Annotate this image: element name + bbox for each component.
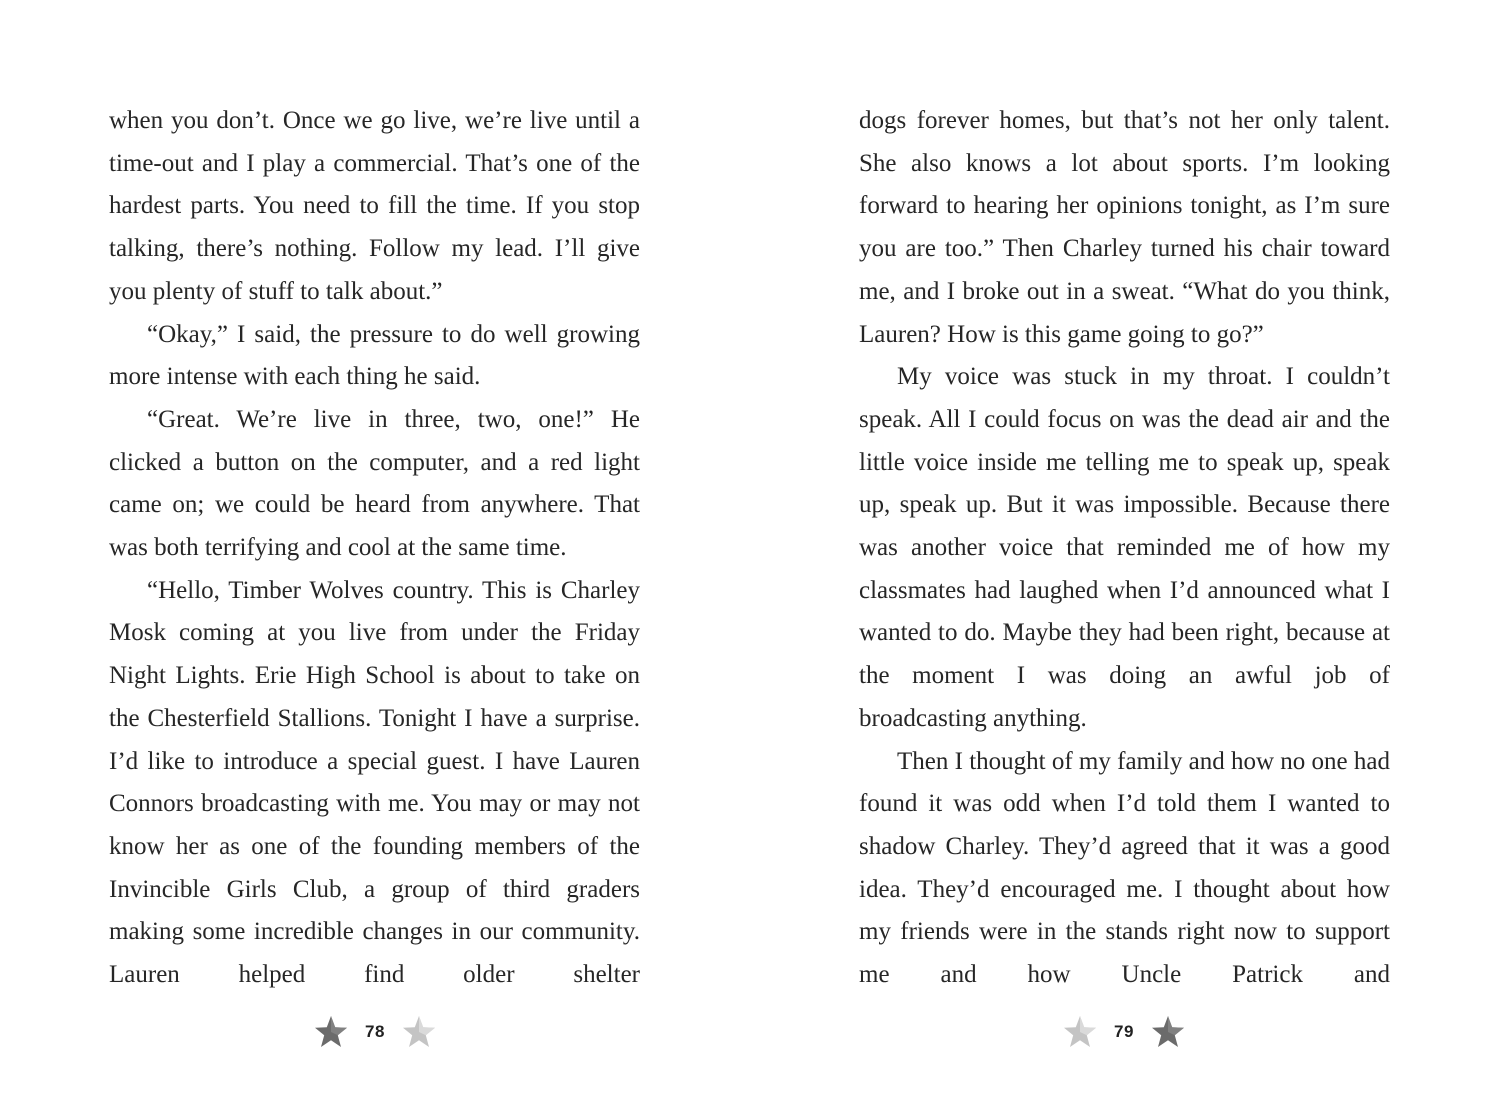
paragraph: My voice was stuck in my throat. I couldn’t speak. All I could focus on was the dead air and the little voice inside me telling me to speak up, speak up, speak up. But it was impossible. Because there was another voice that reminded me of how my classmates had laughed when I’d announced what I wanted to do. Maybe they had been right, because at the moment I was doing an awful job of broadcasting anything. [859,363,1390,732]
page-number: 78 [365,1022,385,1041]
left-page [109,100,640,997]
paragraph: “Hello, Timber Wolves country. This is Charley Mosk coming at you live from under the Friday Night Lights. Erie High School is about to take on the Chesterfield Stallions. Tonight I have a surprise. I’d like to introduce a special guest. I have Lauren Connors broadcasting with me. You may or may not know her as one of the founding members of the Invincible Girls Club, a group of third graders making some incredible changes in our community. Lauren helped find older shelter [109,576,640,989]
star-icon [1062,1014,1098,1050]
paragraph: “Great. We’re live in three, two, one!” He clicked a button on the computer, and a red light came on; we could be heard from anywhere. That was both terrifying and cool at the same time. [109,405,640,562]
star-icon [313,1014,349,1050]
paragraph: when you don’t. Once we go live, we’re live until a time-out and I play a commercial. That’s one of the hardest parts. You need to fill the time. If you stop talking, there’s nothing. Follow my lead. I’ll give you plenty of stuff to talk about.” [109,107,640,305]
right-page [859,100,1390,997]
page-number: 79 [1114,1022,1134,1041]
star-icon [401,1014,437,1050]
paragraph: dogs forever homes, but that’s not her only talent. She also knows a lot about sports. I’m looking forward to hearing her opinions tonight, as I’m sure you are too.” Then Charley turned his chair toward me, and I broke out in a sweat. “What do you think, Lauren? How is this game going to go?” [859,107,1390,348]
right-folio [1044,1014,1204,1050]
star-icon [1150,1014,1186,1050]
left-folio [295,1014,455,1050]
paragraph: Then I thought of my family and how no one had found it was odd when I’d told them I wanted to shadow Charley. They’d agreed that it was a good idea. They’d encouraged me. I thought about how my friends were in the stands right now to support me and how Uncle Patrick and [859,747,1390,989]
paragraph: “Okay,” I said, the pressure to do well growing more intense with each thing he said. [109,320,640,391]
